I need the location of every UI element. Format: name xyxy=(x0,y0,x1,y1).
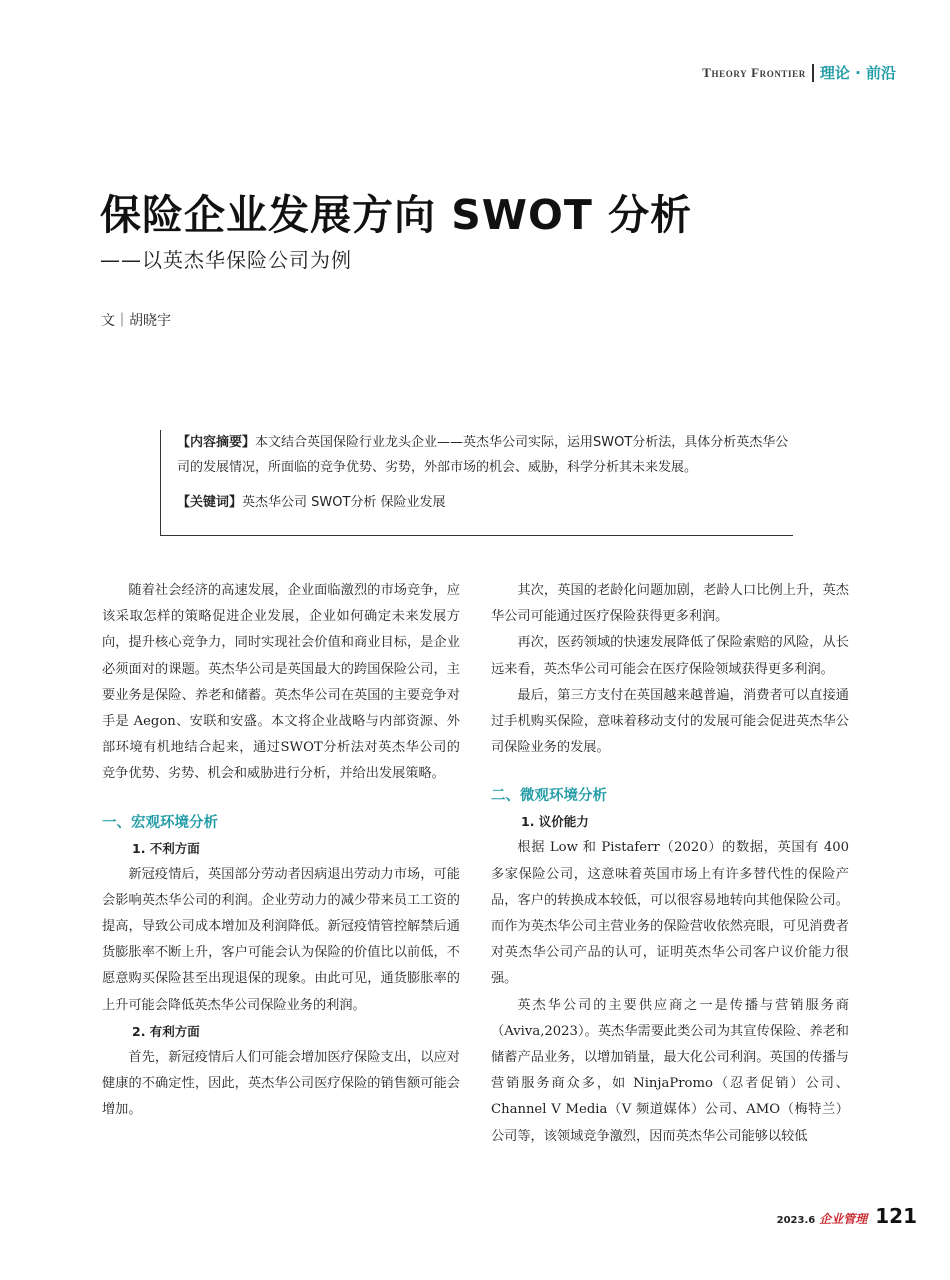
header-divider xyxy=(812,64,814,82)
header-english: Theory Frontier xyxy=(702,64,806,80)
header-section: 理论 · 前沿 xyxy=(819,64,896,82)
favorable-paragraph-4: 最后，第三方支付在英国越来越普遍，消费者可以直接通过手机购买保险，意味着移动支付的发展可能会促进英杰华公司保险业务的发展。 xyxy=(491,687,849,756)
abstract-box xyxy=(160,430,793,536)
favorable-paragraph-3: 再次，医药领域的快速发展降低了保险索赔的风险，从长远来看，英杰华公司可能会在医疗保险领域获得更多利润。 xyxy=(491,635,849,677)
keywords-label: 【关键词】 xyxy=(177,495,243,510)
subheading-bargaining: 1. 议价能力 xyxy=(521,814,589,830)
section-heading-micro: 二、微观环境分析 xyxy=(491,788,607,805)
spacer xyxy=(491,761,849,783)
issue-date: 2023.6 xyxy=(776,1215,816,1226)
abstract-summary xyxy=(177,430,797,480)
running-header xyxy=(702,62,896,83)
page-number: 121 xyxy=(875,1204,917,1228)
magazine-logo: 企业管理 xyxy=(819,1212,868,1226)
favorable-paragraph-1: 首先，新冠疫情后人们可能会增加医疗保险支出，以应对健康的不确定性，因此，英杰华公司医疗保险的销售额可能会增加。 xyxy=(102,1049,460,1118)
summary-label: 【内容摘要】 xyxy=(177,435,256,450)
left-column xyxy=(102,578,460,1123)
summary-text: 本文结合英国保险行业龙头企业——英杰华公司实际，运用SWOT分析法，具体分析英杰华公司的发展情况，所面临的竞争优势、劣势，外部市场的机会、威胁，科学分析其未来发展。 xyxy=(177,435,789,475)
intro-paragraph: 随着社会经济的高速发展，企业面临激烈的市场竞争，应该采取怎样的策略促进企业发展，企业如何确定未来发展方向，提升核心竞争力，同时实现社会价值和商业目标，是企业必须面对的课题。英杰华公司是英国最大的跨国保险公司，主要业务是保险、养老和储蓄。英杰华公司在英国的主要竞争对手是 Aegon、安联和安盛。本文将企业战略与内部资源、外部环境有机地结合起来，通过SWOT分析法对英杰华公司的竞争优势、劣势、机会和威胁进行分析，并给出发展策略。 xyxy=(102,583,460,782)
subheading-unfavorable: 1. 不利方面 xyxy=(132,840,200,856)
article-subtitle: ——以英杰华保险公司为例 xyxy=(100,248,352,272)
favorable-paragraph-2: 其次，英国的老龄化问题加剧，老龄人口比例上升，英杰华公司可能通过医疗保险获得更多利润。 xyxy=(491,583,849,625)
article-title: 保险企业发展方向 SWOT 分析 xyxy=(100,191,693,239)
author-line: 文｜胡晓宇 xyxy=(101,313,171,329)
spacer xyxy=(102,788,460,810)
page-footer xyxy=(777,1204,917,1228)
keywords-text: 英杰华公司 SWOT分析 保险业发展 xyxy=(242,495,446,510)
bargaining-paragraph-2: 英杰华公司的主要供应商之一是传播与营销服务商（Aviva,2023）。英杰华需要此类公司为其宣传保险、养老和储蓄产品业务，以增加销量，最大化公司利润。英国的传播与营销服务商众多，如 NinjaPromo（忍者促销）公司、Channel V Media（V 频道媒体）公司、AMO（梅特兰）公司等，该领域竞争激烈，因而英杰华公司能够以较低 xyxy=(491,997,849,1144)
unfavorable-paragraph: 新冠疫情后，英国部分劳动者因病退出劳动力市场，可能会影响英杰华公司的利润。企业劳动力的减少带来员工工资的提高，导致公司成本增加及利润降低。新冠疫情管控解禁后通货膨胀率不断上升，客户可能会认为保险的价值比以前低，不愿意购买保险甚至出现退保的现象。由此可见，通货膨胀率的上升可能会降低英杰华公司保险业务的利润。 xyxy=(102,866,460,1013)
bargaining-paragraph-1: 根据 Low 和 Pistaferr（2020）的数据，英国有 400 多家保险公司，这意味着英国市场上有许多替代性的保险产品，客户的转换成本较低，可以很容易地转向其他保险公司。而作为英杰华公司主营业务的保险营收依然亮眼，可见消费者对英杰华公司产品的认可，证明英杰华公司客户议价能力很强。 xyxy=(491,840,849,987)
subheading-favorable: 2. 有利方面 xyxy=(132,1023,200,1039)
abstract-keywords xyxy=(177,490,446,515)
section-heading-macro: 一、宏观环境分析 xyxy=(102,814,218,831)
right-column xyxy=(491,578,849,1150)
